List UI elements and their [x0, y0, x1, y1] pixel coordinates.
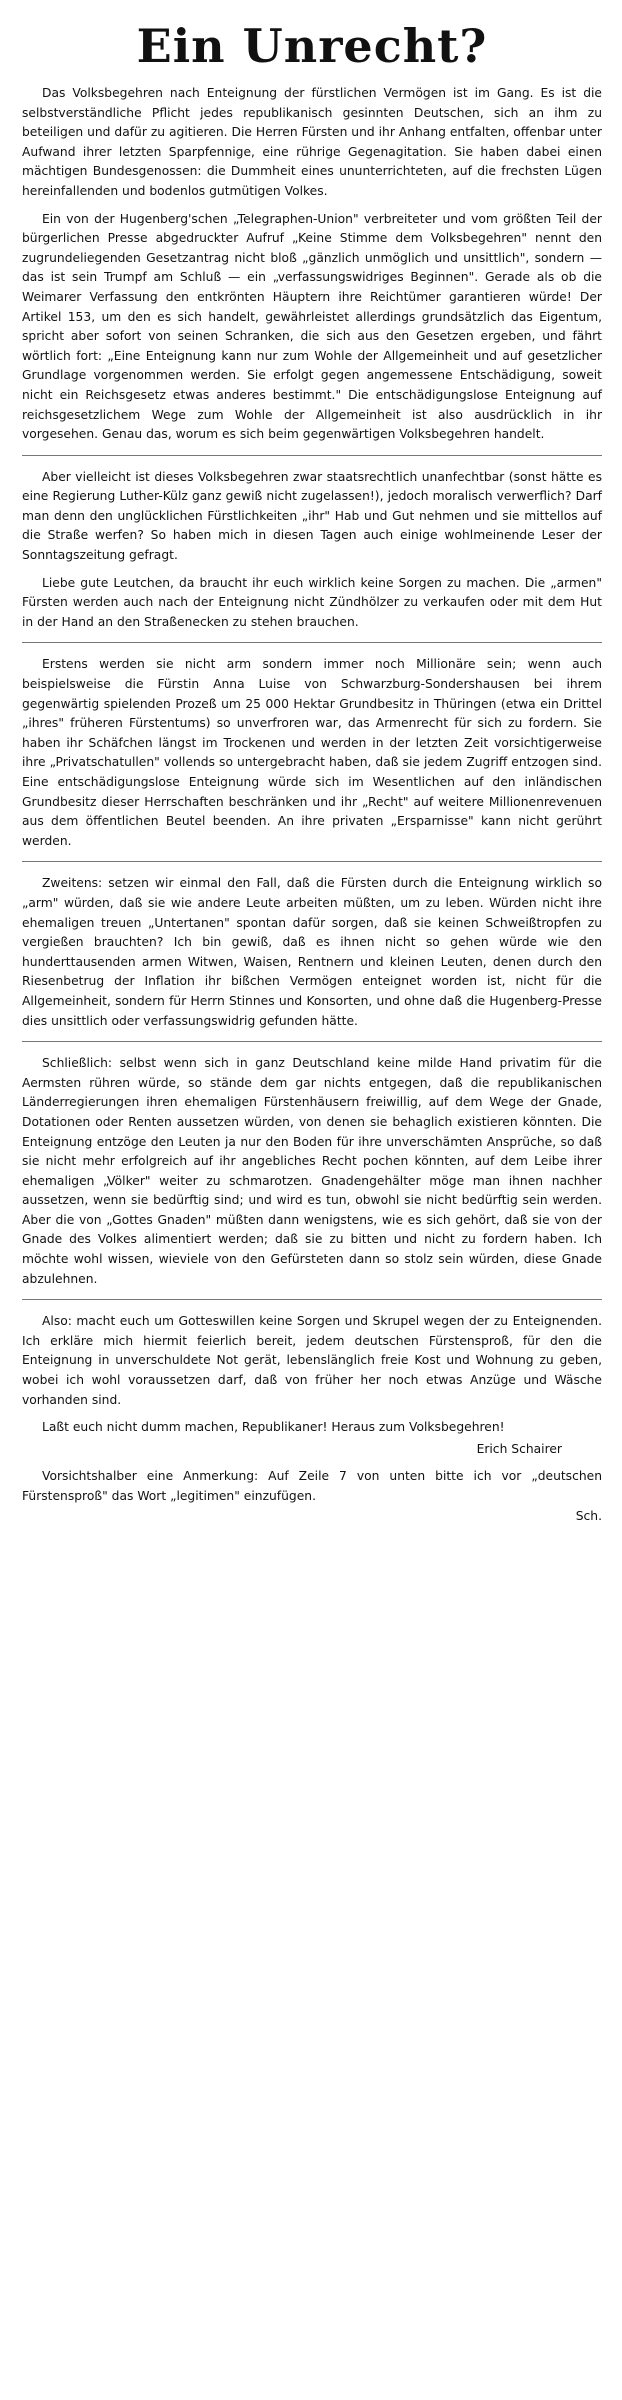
- section-divider: [22, 1299, 602, 1300]
- newspaper-article: [22, 18, 602, 2388]
- article-headline: Ein Unrecht?: [136, 19, 488, 73]
- section-divider: [22, 1041, 602, 1042]
- footnote-initials: Sch.: [575, 1508, 602, 1523]
- article-paragraph-7: Schließlich: selbst wenn sich in ganz Deutschland keine milde Hand privatim für die Aermsten rühren würde, so stände dem gar nichts entgegen, daß die republikanischen Länderregierungen ihren ehemaligen Fürstenhäusern freiwillig, auf dem Wege der Gnade, Dotationen oder Renten aussetzen würden, von denen sie behaglich existieren könnten. Die Enteignung entzöge den Leuten ja nur den Boden für ihre unverschämten Ansprüche, so daß sie nicht mehr erfolgreich auf ihr angebliches Recht pochen könnten, auf dem Leibe ihrer ehemaligen „Völker" weiter zu schmarotzen. Gnadengehälter möge man ihnen nachher aussetzen, wenn sie bedürftig sind; und wird es tun, obwohl sie nicht bedürftig sein werden. Aber die von „Gottes Gnaden" müßten dann wenigstens, wie es sich gehört, daß sie von der Gnade des Volkes alimentiert werden; daß sie zu bitten und nicht zu fordern haben. Ich möchte wohl wissen, wieviele von den Gefürsteten dann so stolz sein würden, diese Gnade abzulehnen.: [22, 1056, 602, 1286]
- author-signature: Erich Schairer: [476, 1441, 562, 1456]
- article-paragraph-3: Aber vielleicht ist dieses Volksbegehren zwar staatsrechtlich unanfechtbar (sonst hätte es eine Regierung Luther-Külz ganz gewiß nicht zugelassen!), jedoch moralisch verwerflich? Darf man denn den unglücklichen Fürstlichkeiten „ihr" Hab und Gut nehmen und sie mittellos auf die Straße werfen? So haben mich in diesen Tagen auch einige wohlmeinende Leser der Sonntagszeitung gefragt.: [22, 469, 602, 563]
- footnote-text: Vorsichtshalber eine Anmerkung: Auf Zeile 7 von unten bitte ich vor „deutschen Fürstensproß" das Wort „legitimen" einzufügen.: [22, 1469, 602, 1503]
- section-divider: [22, 861, 602, 862]
- article-paragraph-4: Liebe gute Leutchen, da braucht ihr euch wirklich keine Sorgen zu machen. Die „armen" Fürsten werden auch nach der Enteignung nicht Zündhölzer zu verkaufen oder mit dem Hut in der Hand an den Straßenecken zu stehen brauchen.: [22, 575, 602, 629]
- article-paragraph-1: Das Volksbegehren nach Enteignung der fürstlichen Vermögen ist im Gang. Es ist die selbstverständliche Pflicht jedes republikanisch gesinnten Deutschen, sich an ihm zu beteiligen und dafür zu agitieren. Die Herren Fürsten und ihr Anhang entfalten, offenbar unter Aufwand ihrer letzten Sparpfennige, eine rührige Gegenagitation. Sie haben dabei einen mächtigen Bundesgenossen: die Dummheit eines ununterrichteten, auf die frechsten Lügen hereinfallenden und bodenlos gutmütigen Volkes.: [22, 86, 602, 198]
- article-paragraph-8: Also: macht euch um Gotteswillen keine Sorgen und Skrupel wegen der zu Enteignenden. Ich erkläre mich hiermit feierlich bereit, jedem deutschen Fürstensproß, für den die Enteignung in unverschuldete Not gerät, lebenslänglich freie Kost und Wohnung zu geben, wobei ich wohl voraussetzen darf, daß von früher her noch etwas Anzüge und Wäsche vorhanden sind.: [22, 1314, 602, 1407]
- article-paragraph-5: Erstens werden sie nicht arm sondern immer noch Millionäre sein; wenn auch beispielsweise die Fürstin Anna Luise von Schwarzburg-Sondershausen bei ihrem gegenwärtig spielenden Prozeß um 25 000 Hektar Grundbesitz in Thüringen (etwa ein Drittel „ihres" früheren Fürstentums) so unverfroren war, das Armenrecht für sich zu fordern. Sie haben ihr Schäfchen längst im Trockenen und werden in der letzten Zeit vorsichtigerweise ihre „Privatschatullen" vollends so untergebracht haben, daß sie jedem Zugriff entzogen sind. Eine entschädigungslose Enteignung würde sich im Wesentlichen auf den inländischen Grundbesitz dieser Herrschaften beschränken und ihr „Recht" auf weitere Millionenrevenuen aus dem öffentlichen Beutel beenden. An ihre privaten „Ersparnisse" kann nicht gerührt werden.: [22, 657, 602, 848]
- section-divider: [22, 642, 602, 643]
- section-divider: [22, 455, 602, 456]
- article-paragraph-6: Zweitens: setzen wir einmal den Fall, daß die Fürsten durch die Enteignung wirklich so „arm" würden, daß sie wie andere Leute arbeiten müßten, um zu leben. Würden nicht ihre ehemaligen treuen „Untertanen" spontan dafür sorgen, daß sie keinen Schweißtropfen zu vergießen brauchten? Ich bin gewiß, daß es ihnen nicht so gehen würde wie den hunderttausenden armen Witwen, Waisen, Rentnern und kleinen Leuten, denen durch den Riesenbetrug der Inflation ihr bißchen Vermögen enteignet worden ist, nicht für die Allgemeinheit, sondern für Herrn Stinnes und Konsorten, und ohne daß die Hugenberg-Presse dies unsittlich oder verfassungswidrig gefunden hätte.: [22, 876, 602, 1028]
- article-paragraph-2: Ein von der Hugenberg'schen „Telegraphen-Union" verbreiteter und vom größten Teil der bürgerlichen Presse abgedruckter Aufruf „Keine Stimme dem Volksbegehren" nennt den zugrundeliegenden Gesetzantrag nicht bloß „gänzlich unmöglich und unsittlich", sondern — das ist sein Trumpf am Schluß — ein „verfassungswidriges Beginnen". Gerade als ob die Weimarer Verfassung den entkrönten Häuptern ihre Reichtümer garantieren würde! Der Artikel 153, um den es sich handelt, gewährleistet allerdings grundsätzlich das Eigentum, spricht aber sofort von seinen Schranken, die sich aus den Gesetzen ergeben, und fährt wörtlich fort: „Eine Enteignung kann nur zum Wohle der Allgemeinheit und auf gesetzlicher Grundlage vorgenommen werden. Sie erfolgt gegen angemessene Entschädigung, soweit nicht ein Reichsgesetz etwas anderes bestimmt." Die entschädigungslose Enteignung auf reichsgesetzlichem Wege zum Wohle der Allgemeinheit ist also ausdrücklich in ihr vorgesehen. Genau das, worum es sich beim gegenwärtigen Volksbegehren handelt.: [22, 211, 602, 442]
- article-paragraph-9: Laßt euch nicht dumm machen, Republikaner! Heraus zum Volksbegehren!: [42, 1420, 505, 1435]
